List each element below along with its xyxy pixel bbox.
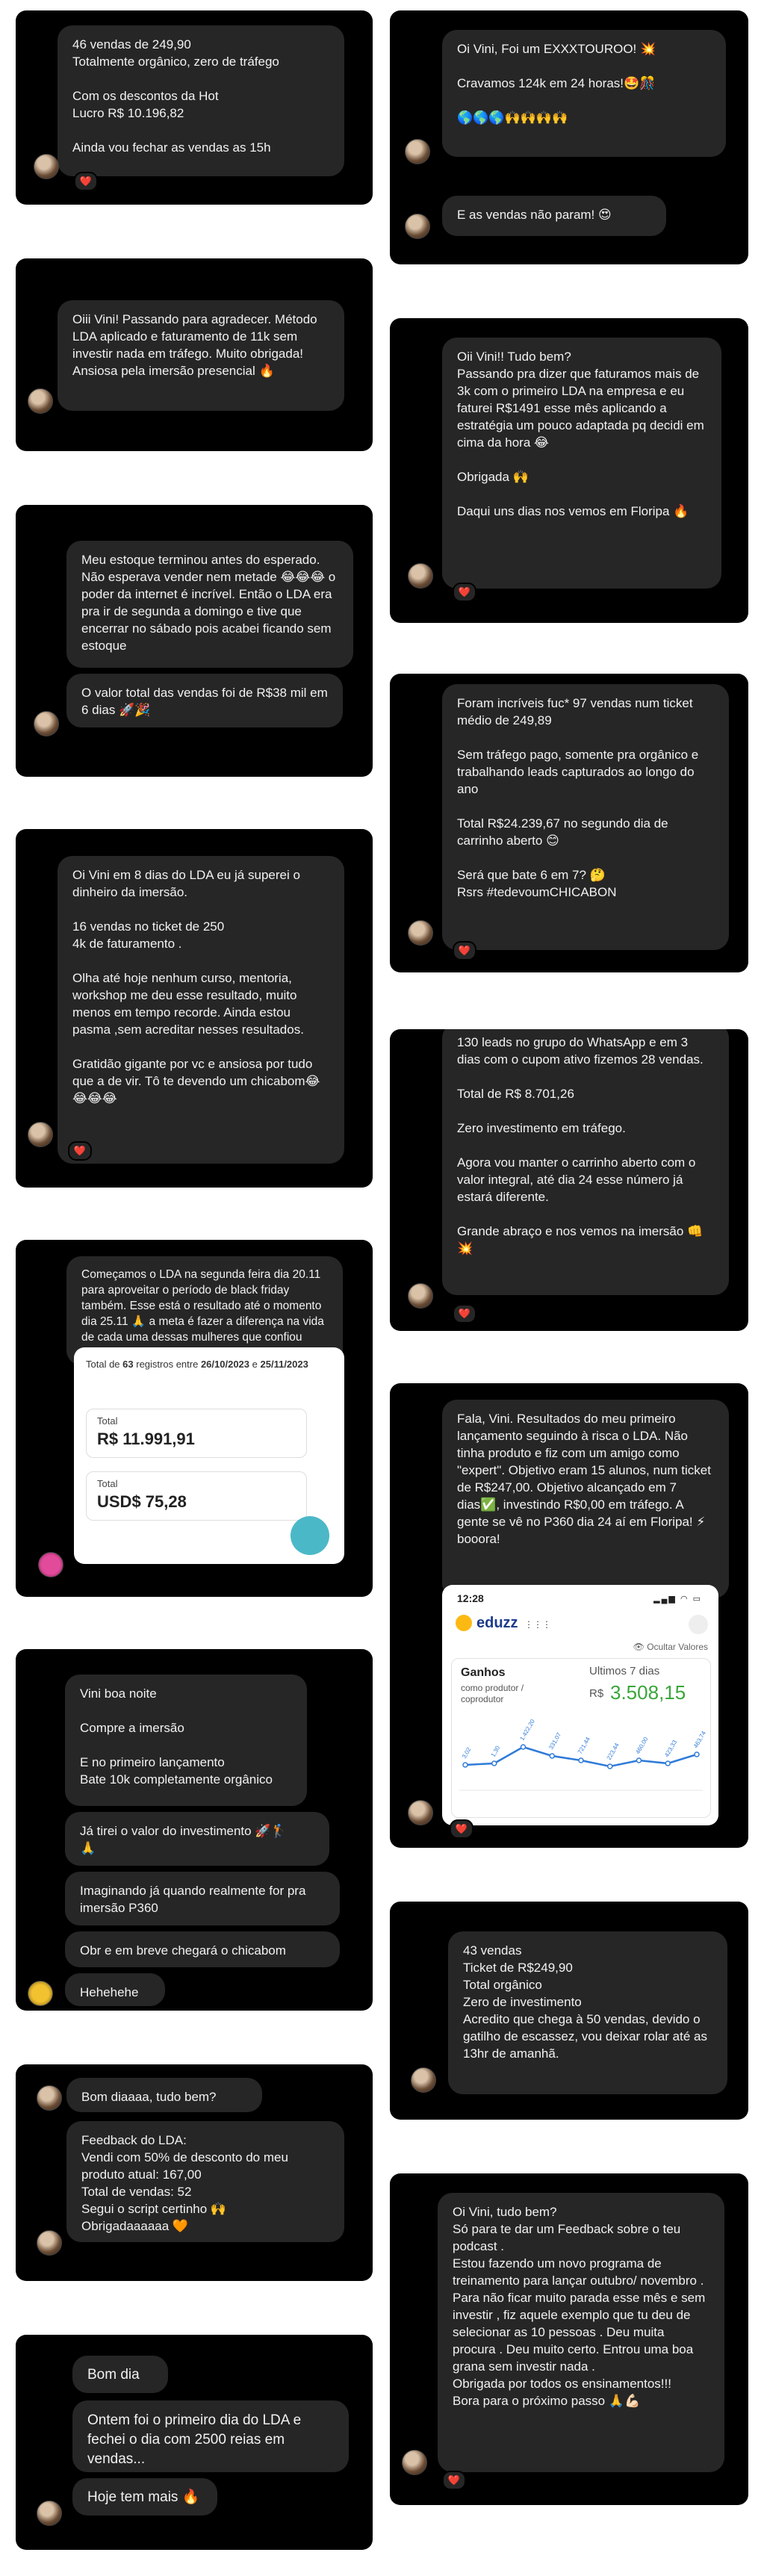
message-bubble: E as vendas não param! 😍 [442,196,666,236]
message-bubble: Oiii Vini! Passando para agradecer. Método LDA aplicado e faturamento de 11k sem investir nada em tráfego. Muito obrigada! Ansiosa pela imersão presencial 🔥 [58,300,344,411]
eduzz-dashboard-screenshot [442,1585,718,1825]
summary-count: 63 [122,1359,134,1370]
total-label: Total [97,1415,118,1427]
message-bubble: 130 leads no grupo do WhatsApp e em 3 dias com o cupom ativo fizemos 28 vendas. Total de R$ 8.701,26 Zero investimento em tráfego. Agora vou manter o carrinho aberto com o valor integral, até dia 24 esse número já estará diferente. Grande abraço e nos vemos na imersão 👊💥 [442,1029,729,1295]
testimonial-card-10 [390,1383,748,1848]
total-usd-card [86,1471,307,1521]
earnings-point [492,1761,497,1766]
message-bubble: Bom dia [72,2356,168,2393]
testimonial-card-8 [390,1029,748,1331]
message-bubble: Feedback do LDA: Vendi com 50% de desconto do meu produto atual: 167,00 Total de vendas: 52 Segui o script certinho 🙌 Obrigadaaaaaa 🧡 [66,2121,344,2242]
avatar [405,214,430,239]
earnings-point-label: 1,30 [489,1745,502,1758]
earnings-point [665,1761,670,1766]
message-bubble: 46 vendas de 249,90 Totalmente orgânico, zero de tráfego Com os descontos da Hot Lucro R$ 10.196,82 Ainda vou fechar as vendas as 15h [58,25,344,176]
message-bubble: Oii Vini!! Tudo bem? Passando pra dizer que faturamos mais de 3k com o primeiro LDA na empresa e eu faturei R$1491 esse mês aplicando a estratégia um pouco adaptada pq decidi em cima da hora 😂 Obrigada 🙌 Daqui uns dias nos vemos em Floripa 🔥 [442,338,721,589]
heart-reaction: ❤️ [453,941,476,960]
earnings-point-label: 223,44 [605,1742,621,1761]
summary-text: e [249,1359,261,1370]
earnings-point [521,1745,526,1749]
total-brl-card [86,1409,307,1458]
testimonial-card-11 [16,1649,373,2011]
phone-status-icons: ▂▄▆ ◠ ▭ [653,1595,702,1604]
message-bubble: Oi Vini em 8 dias do LDA eu já superei o dinheiro da imersão. 16 vendas no ticket de 250 4k de faturamento . Olha até hoje nenhum curso, mentoria, workshop me deu esse resultado, muito menos em tempo recorde. Ainda estou pasma ,sem acreditar nesses resultados. Gratidão gigante por vc e ansiosa por tudo que a de vir. Tô te devendo um chicabom😂😂😂😂 [58,856,344,1164]
heart-reaction: ❤️ [453,1304,476,1323]
avatar [37,2085,62,2111]
heart-reaction: ❤️ [450,1819,473,1839]
earnings-amount: 3.508,15 [610,1681,686,1704]
avatar [405,139,430,164]
hide-values-link[interactable]: 👁 Ocultar Valores [633,1642,708,1652]
message-bubble: O valor total das vendas foi de R$38 mil em 6 dias 🚀🎉 [66,674,343,727]
message-bubble: 43 vendas Ticket de R$249,90 Total orgânico Zero de investimento Acredito que chega à 50 vendas, devido o gatilho de escassez, vou deixar rolar até as 13hr de amanhã. [448,1931,727,2094]
testimonial-card-7 [16,829,373,1188]
testimonial-card-3 [16,258,373,451]
earnings-point-label: 423,33 [663,1739,679,1758]
earnings-subtitle: como produtor / coprodutor [461,1683,524,1704]
avatar [411,2067,436,2093]
message-bubble: Começamos o LDA na segunda feira dia 20.11 para aproveitar o período de black friday também. Esse está o resultado até o momento dia 25.11 🙏 a meta é fazer a diferença na vida de cada uma dessas mulheres que confiou [66,1256,343,1365]
sales-report-screenshot [74,1347,344,1564]
avatar [408,1283,433,1309]
earnings-point [637,1758,642,1763]
hide-values-label: Ocultar Valores [647,1642,708,1652]
earnings-point [463,1763,468,1767]
earnings-currency: R$ [589,1687,604,1700]
avatar [38,1552,63,1577]
message-bubble: Já tirei o valor do investimento 🚀🏌️ 🙏 [65,1812,329,1866]
earnings-point [608,1764,612,1769]
avatar [28,388,53,414]
testimonial-card-9 [16,1240,373,1597]
testimonial-card-12 [390,1902,748,2120]
summary-text: Total de [86,1359,123,1370]
testimonial-card-15 [16,2335,373,2550]
message-bubble: Fala, Vini. Resultados do meu primeiro lançamento seguindo à risca o LDA. Não tinha produto e fiz com um amigo como "expert". Objetivo eram 15 alunos, num ticket de R$247,00. Objetivo alcançado em 7 dias✅, investindo R$0,00 em tráfego. A gente se vê no P360 dia 24 aí em Floripa! ⚡ booora! [442,1400,729,1598]
avatar [408,920,433,946]
message-bubble: Bom diaaaa, tudo bem? [66,2078,262,2112]
earnings-point-label: 721,44 [576,1736,591,1755]
avatar [408,563,433,589]
earnings-title: Ganhos [461,1666,506,1679]
message-bubble: Oi Vini, tudo bem? Só para te dar um Feedback sobre o teu podcast . Estou fazendo um novo programa de treinamento para lançar outubro/ novembro . Para não ficar muito parada esse mês e sem investir , fiz aquele exemplo que tu deu de selecionar as 10 pessoas . Deu muita procura . Deu muito certo. Entrou uma boa grana sem investir nada . Obrigada por todos os ensinamentos!!! Bora para o próximo passo 🙏💪🏻 [438,2193,724,2472]
message-bubble: Meu estoque terminou antes do esperado. Não esperava vender nem metade 😂😂😂 o poder da internet é incrível. Então o LDA era pra ir de segunda a domingo e tive que encerrar no sábado pois acabei ficando sem estoque [66,541,353,668]
profile-icon[interactable] [689,1615,708,1634]
menu-grid-icon[interactable]: ⋮⋮⋮ [524,1619,551,1630]
earnings-point [579,1758,583,1763]
testimonial-card-1 [16,10,373,205]
total-value: R$ 11.991,91 [97,1430,195,1448]
message-bubble: Oi Vini, Foi um EXXXTOUROO! 💥 Cravamos 124k em 24 horas!🤩🎊 🌎🌎🌎🙌🙌🙌🙌 [442,30,726,157]
total-value: USD$ 75,28 [97,1492,187,1511]
summary-date-end: 25/11/2023 [260,1359,308,1370]
brand-name: eduzz [476,1615,518,1631]
avatar [37,2501,62,2526]
heart-reaction: ❤️ [442,2471,466,2490]
eduzz-logo-icon [456,1615,472,1631]
avatar [28,1122,53,1147]
earnings-point [695,1752,699,1757]
earnings-point-label: 1.422,20 [518,1719,536,1742]
earnings-line-chart [452,1719,710,1808]
earnings-point-label: 460,00 [634,1736,650,1755]
avatar [34,154,59,179]
summary-date-start: 26/10/2023 [200,1359,250,1370]
earnings-point-label: 3,02 [460,1746,473,1760]
message-bubble: Hehehehe [65,1973,165,2006]
message-bubble: Obr e em breve chegará o chicabom [65,1931,340,1967]
avatar [402,2450,427,2475]
message-bubble: Vini boa noite Compre a imersão E no primeiro lançamento Bate 10k completamente orgânico [65,1675,307,1806]
message-bubble: Imaginando já quando realmente for pra imersão P360 [65,1872,340,1925]
phone-time: 12:28 [457,1592,484,1604]
testimonial-card-2 [390,10,748,264]
total-label: Total [97,1478,118,1489]
testimonial-card-6 [390,674,748,972]
earnings-point-label: 331,07 [547,1731,563,1751]
summary-text: registros entre [133,1359,201,1370]
chat-fab-button[interactable] [291,1516,329,1555]
avatar [34,711,59,736]
message-bubble: Hoje tem mais 🔥 [72,2478,217,2516]
avatar [28,1981,53,2006]
period-label: Ultimos 7 dias [589,1665,660,1677]
earnings-point [550,1754,554,1758]
earnings-point-label: 463,74 [692,1730,707,1749]
testimonial-card-13 [16,2064,373,2281]
heart-reaction: ❤️ [74,172,98,191]
testimonial-card-14 [390,2173,748,2505]
avatar [408,1800,433,1825]
testimonial-card-4 [390,318,748,623]
avatar [37,2230,62,2256]
testimonial-card-5 [16,505,373,777]
heart-reaction: ❤️ [453,583,476,602]
heart-reaction: ❤️ [68,1141,92,1161]
message-bubble: Foram incríveis fuc* 97 vendas num ticket médio de 249,89 Sem tráfego pago, somente pra orgânico e trabalhando leads capturados ao longo do ano Total R$24.239,67 no segundo dia de carrinho aberto 😊 Será que bate 6 em 7? 🤔 Rsrs #tedevoumCHICABON [442,684,729,950]
earnings-panel [451,1658,711,1818]
message-bubble: Ontem foi o primeiro dia do LDA e fechei o dia com 2500 reias em vendas... [72,2400,349,2472]
report-summary [86,1358,332,1371]
